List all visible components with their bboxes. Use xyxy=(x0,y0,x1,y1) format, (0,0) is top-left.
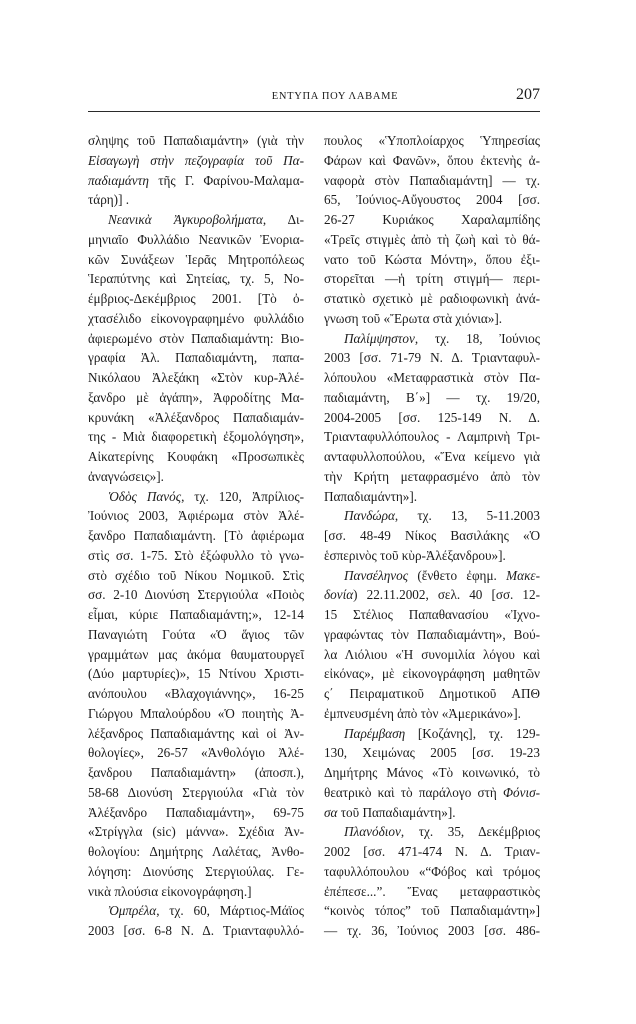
italic-title-run: Πανδώρα xyxy=(344,508,395,524)
text-line xyxy=(324,408,540,428)
text-run: 65, Ἰούνιος-Αὔγουστος 2004 [σσ. xyxy=(324,192,540,208)
text-line xyxy=(88,684,304,704)
text-run: (ἔνθετο ἐφημ. xyxy=(408,567,507,583)
text-line xyxy=(324,882,540,902)
text-run: 2004-2005 [σσ. 125-149 Ν. Δ. xyxy=(324,409,540,425)
text-line xyxy=(324,210,540,230)
text-run: τοῦ Παπαδιαμάντη»]. xyxy=(337,804,456,820)
entry-paragraph xyxy=(88,131,304,210)
text-run: θολογίες», 26-57 «Ἀνθολόγιο Ἀλέ- xyxy=(88,745,304,761)
text-run: «Τρεῖς στιγμὲς ἀπὸ τὴ ζωὴ καὶ τὸ θά- xyxy=(324,231,540,247)
text-line xyxy=(324,526,540,546)
text-run: γραφία Ἀλ. Παπαδιαμάντη, παπα- xyxy=(88,350,304,366)
text-run: «Στρίγγλα (sic) μάννα». Σχέδια Ἀν- xyxy=(88,824,304,840)
text-run: στορεῖται —ἡ τρίτη στιγμή— περι- xyxy=(324,271,540,287)
text-run: [σσ. 48-49 Νίκος Βασιλάκης «Ὁ xyxy=(324,528,540,543)
text-line xyxy=(88,862,304,882)
text-run: λόγηση: Διονύσης Στεργιούλας. Γε- xyxy=(88,863,304,879)
text-line xyxy=(88,724,304,744)
text-run: , τχ. 18, Ἰούνιος xyxy=(414,330,540,346)
text-run: Παπαδιαμάντη»]. xyxy=(324,488,418,504)
text-run: ἑσπερινὸς τοῦ κὺρ-Ἀλέξανδρου»]. xyxy=(324,547,506,563)
text-line xyxy=(88,822,304,842)
text-run: σληψης τοῦ Παπαδιαμάντη» (γιὰ τὴν xyxy=(88,133,304,148)
text-run: — τχ. 36, Ἰούνιος 2003 [σσ. 486- xyxy=(324,923,540,938)
text-run: ναφορὰ στὸν Παπαδιαμάντη] — τχ. xyxy=(324,172,540,188)
entry-paragraph xyxy=(324,724,540,823)
text-line xyxy=(324,506,540,526)
text-line xyxy=(88,210,304,230)
text-line xyxy=(324,783,540,803)
text-line xyxy=(88,269,304,289)
text-run: ἀφιερωμένο στὸν Παπαδιαμάντη: Βιο- xyxy=(88,330,304,346)
text-run: λέξανδρος Παπαδιαμάντης καὶ οἱ Ἀν- xyxy=(88,725,304,741)
text-run: 2003 [σσ. 71-79 Ν. Δ. Τριανταφυλ- xyxy=(324,350,540,366)
text-line xyxy=(88,408,304,428)
italic-title-run: Πλανόδιον xyxy=(344,824,401,840)
text-run: , τχ. 35, Δεκέμβριος xyxy=(400,824,540,840)
text-line xyxy=(88,427,304,447)
text-run: πουλος «Ὑποπλοίαρχος Ὑπηρεσίας xyxy=(324,133,540,148)
text-line xyxy=(88,605,304,625)
text-run: Ἀλέξανδρο Παπαδιαμάντη», 69-75 xyxy=(88,804,304,820)
text-line xyxy=(324,566,540,586)
text-run: , τχ. 13, 5-11.2003 xyxy=(394,508,540,524)
text-line xyxy=(88,131,304,151)
entry-paragraph xyxy=(324,329,540,507)
italic-title-run: δονία xyxy=(324,587,354,603)
text-run: ξανδρου Παπαδιαμάντη» (ἀποσπ.), xyxy=(88,765,304,780)
text-line xyxy=(88,250,304,270)
text-run: ανόπουλου «Βλαχογιάννης», 16-25 xyxy=(88,686,304,701)
text-run: 2002 [σσ. 471-474 Ν. Δ. Τριαν- xyxy=(324,844,540,859)
text-run: τῆς Γ. Φαρίνου-Μαλαμα- xyxy=(148,172,304,188)
text-line xyxy=(324,901,540,921)
text-line xyxy=(88,190,304,210)
text-run: χτασέλιδο εἰκονογραφημένο φυλλάδιο xyxy=(88,310,304,326)
text-line xyxy=(324,250,540,270)
text-line xyxy=(324,427,540,447)
text-run: ἀναγνώσεις»]. xyxy=(88,468,164,484)
text-line xyxy=(324,605,540,625)
text-run: ς΄ Πειραματικοῦ Δημοτικοῦ ΑΠΘ xyxy=(324,686,540,701)
text-run: νικὰ πλούσια εἰκονογράφηση.] xyxy=(88,883,252,899)
text-run: Ἱεραπύτνης καὶ Σητείας, τχ. 5, Νο- xyxy=(88,271,304,287)
italic-title-run: σα xyxy=(324,804,338,820)
text-run: μηνιαῖο Φυλλάδιο Νεανικῶν Ἐνορια- xyxy=(88,231,304,247)
text-line xyxy=(88,171,304,191)
entry-paragraph xyxy=(324,131,540,329)
text-run: Ἰούνιος 2003, Ἀφιέρωμα στὸν Ἀλέ- xyxy=(88,508,304,524)
text-run: , τχ. 60, Μάρτιος-Μάϊος xyxy=(156,903,304,919)
text-line xyxy=(324,230,540,250)
text-line xyxy=(324,329,540,349)
text-line xyxy=(324,921,540,941)
text-line xyxy=(324,645,540,665)
text-line xyxy=(324,131,540,151)
entry-paragraph xyxy=(324,506,540,565)
text-run: 130, Χειμώνας 2005 [σσ. 19-23 xyxy=(324,745,540,761)
text-line xyxy=(88,664,304,684)
text-run: , τχ. 120, Ἀπρίλιος- xyxy=(181,488,305,504)
text-run: της - Μιὰ διαφορετικὴ ἐξομολόγηση», xyxy=(88,429,304,445)
text-run: “κοινὸς τόπος” τοῦ Παπαδιαμάντη»] xyxy=(324,903,540,919)
text-run: τάρη)] . xyxy=(88,192,130,208)
text-line xyxy=(88,151,304,171)
text-run: γραμμάτων μας ἀκόμα θαυματουργεῖ xyxy=(88,646,304,662)
text-run: , Δι- xyxy=(262,212,304,227)
text-run: Νικόλαου Ἀλεξάκη «Στὸν κυρ-Ἀλέ- xyxy=(88,370,304,385)
text-line xyxy=(324,862,540,882)
text-line xyxy=(324,190,540,210)
text-run: έμβριος-Δεκέμβριος 2001. [Τὸ ὀ- xyxy=(88,291,304,306)
text-line xyxy=(88,763,304,783)
entry-paragraph xyxy=(88,210,304,487)
text-line xyxy=(324,546,540,566)
text-line xyxy=(88,645,304,665)
text-run: (Δύο μαρτυρίες)», 15 Ντίνου Χριστι- xyxy=(88,666,304,682)
text-line xyxy=(324,822,540,842)
text-run: Παναγιώτη Γούτα «Ὁ ἅγιος τῶν xyxy=(88,626,304,642)
text-line xyxy=(324,171,540,191)
text-line xyxy=(88,546,304,566)
text-line xyxy=(324,763,540,783)
text-line xyxy=(324,842,540,862)
text-run: λα Λιόλιου «Ἡ συνομιλία λόγου καὶ xyxy=(324,646,540,662)
text-run: 2003 [σσ. 6-8 Ν. Δ. Τριανταφυλλό- xyxy=(88,923,304,938)
text-run: θεατρικὸ καὶ τὸ παράλογο στὴ xyxy=(324,784,503,800)
text-run: Αἰκατερίνης Κουφάκη «Προσωπικὲς xyxy=(88,449,304,464)
text-line xyxy=(324,368,540,388)
text-run: γνωση τοῦ «Ἔρωτα στὰ χιόνια»]. xyxy=(324,310,503,326)
text-line xyxy=(324,585,540,605)
text-line xyxy=(88,704,304,724)
text-run: 26-27 Κυριάκος Χαραλαμπίδης xyxy=(324,212,540,227)
italic-title-run: Εἰσαγωγὴ στὴν πεζογραφία τοῦ Πα- xyxy=(88,152,304,168)
text-run: λόπουλου «Μεταφραστικὰ στὸν Πα- xyxy=(324,370,540,385)
text-line xyxy=(88,882,304,902)
text-line xyxy=(88,921,304,941)
entry-paragraph xyxy=(324,566,540,724)
italic-title-run: Παρέμβαση xyxy=(344,725,406,741)
text-run: Δημήτρης Μάνος «Τὸ κοινωνικό, τὸ xyxy=(324,765,540,780)
text-line xyxy=(88,329,304,349)
text-run: ) 22.11.2002, σελ. 40 [σσ. 12- xyxy=(353,587,540,603)
text-line xyxy=(88,467,304,487)
text-line xyxy=(88,230,304,250)
text-run: σσ. 2-10 Διονύση Στεργιούλα «Ποιὸς xyxy=(88,587,304,603)
text-run: τὴν Κρήτη μεταφρασμένο ἀπὸ τὸν xyxy=(324,468,540,484)
text-run: ανταφυλλοπούλου, «Ἕνα κείμενο γιὰ xyxy=(324,449,540,464)
text-line xyxy=(324,269,540,289)
entry-paragraph xyxy=(324,822,540,941)
text-line xyxy=(88,289,304,309)
text-run: ἐπέπεσε...”. Ἕνας μεταφραστικὸς xyxy=(324,883,540,899)
text-line xyxy=(324,803,540,823)
text-run: ξανδρο Παπαδιαμάντη. [Τὸ ἀφιέρωμα xyxy=(88,528,304,543)
text-line xyxy=(88,388,304,408)
text-line xyxy=(88,447,304,467)
italic-title-run: Παλίμψηστον xyxy=(344,330,415,346)
text-line xyxy=(324,388,540,408)
text-run: 15 Στέλιος Παπαθανασίου «Ἰχνο- xyxy=(324,607,540,622)
text-run: ταφυλλόπουλου «“Φόβος καὶ τρόμος xyxy=(324,863,540,879)
text-line xyxy=(88,348,304,368)
text-line xyxy=(88,783,304,803)
text-line xyxy=(88,506,304,526)
text-line xyxy=(88,487,304,507)
page-number: 207 xyxy=(516,86,540,103)
text-run: ξανδρο μὲ ἀγάπη», Ἀφροδίτης Μα- xyxy=(88,389,304,405)
entry-paragraph xyxy=(88,487,304,902)
text-line xyxy=(324,487,540,507)
text-run: στὶς σσ. 1-75. Στὸ ἐξώφυλλο τὸ γνω- xyxy=(88,547,304,563)
italic-title-run: Μακε- xyxy=(506,567,540,583)
text-run: εἶμαι, κύριε Παπαδιαμάντη;», 12-14 xyxy=(88,607,304,622)
text-line xyxy=(88,309,304,329)
text-line xyxy=(88,526,304,546)
text-line xyxy=(88,566,304,586)
header-rule xyxy=(88,111,540,112)
text-run: θολογίου: Δημήτρης Λαλέτας, Ἀνθο- xyxy=(88,844,304,859)
text-run: ἐμπνευσμένη ἀπὸ τὸν «Ἀμερικάνο»]. xyxy=(324,705,521,721)
text-line xyxy=(324,151,540,171)
italic-title-run: παδιαμάντη xyxy=(88,172,149,188)
text-run: Φάρων καὶ Φανῶν», ὅπου ἐκτενὴς ἀ- xyxy=(324,152,540,168)
text-line xyxy=(88,368,304,388)
text-run: γραφώντας τὸν Παπαδιαμάντη», Βού- xyxy=(324,626,540,642)
text-run: κρυνάκη «Ἀλέξανδρος Παπαδιαμάν- xyxy=(88,409,304,425)
right-column xyxy=(324,131,540,941)
italic-title-run: Ὁδὸς Πανός xyxy=(108,488,182,504)
text-line xyxy=(324,348,540,368)
text-run: κῶν Συνάξεων Ἱερᾶς Μητροπόλεως xyxy=(88,251,304,267)
text-line xyxy=(324,309,540,329)
text-line xyxy=(324,447,540,467)
running-title: ΕΝΤΥΠΑ ΠΟΥ ΛΑΒΑΜΕ xyxy=(271,91,399,102)
text-run: [Κοζάνης], τχ. 129- xyxy=(405,725,540,741)
italic-title-run: Ὀμπρέλα xyxy=(108,903,157,919)
text-line xyxy=(88,625,304,645)
text-line xyxy=(88,901,304,921)
text-line xyxy=(324,289,540,309)
text-run: στατικὸ σχετικὸ μὲ ραδιοφωνικὴ ἀνά- xyxy=(324,291,540,306)
text-line xyxy=(88,842,304,862)
text-run: νατο τοῦ Κώστα Μόντη», ὅπου ἐξι- xyxy=(324,251,540,267)
italic-title-run: Νεανικὰ Ἀγκυροβολήματα xyxy=(108,212,263,227)
text-line xyxy=(324,664,540,684)
text-line xyxy=(324,625,540,645)
text-run: 58-68 Διονύση Στεργιούλα «Γιὰ τὸν xyxy=(88,784,304,800)
text-run: Τριανταφυλλόπουλος - Λαμπρινὴ Τρι- xyxy=(324,429,540,445)
entry-paragraph xyxy=(88,901,304,941)
left-column xyxy=(88,131,304,941)
text-line xyxy=(88,803,304,823)
text-run: παδιαμάντη, Β΄»] — τχ. 19/20, xyxy=(324,389,540,405)
text-run: στὸ σχέδιο τοῦ Νίκου Νομικοῦ. Στὶς xyxy=(88,567,304,583)
text-line xyxy=(88,743,304,763)
text-run: Γιώργου Μπαλούρδου «Ὁ ποιητὴς Ἀ- xyxy=(88,705,304,721)
text-line xyxy=(324,704,540,724)
text-line xyxy=(324,724,540,744)
italic-title-run: Πανσέληνος xyxy=(344,567,409,583)
text-line xyxy=(324,743,540,763)
text-line xyxy=(88,585,304,605)
text-line xyxy=(324,467,540,487)
text-line xyxy=(324,684,540,704)
text-run: εἰκόνας», μὲ εἰκονογράφηση μαθητῶν xyxy=(324,666,540,682)
italic-title-run: Φόνισ- xyxy=(502,784,540,800)
